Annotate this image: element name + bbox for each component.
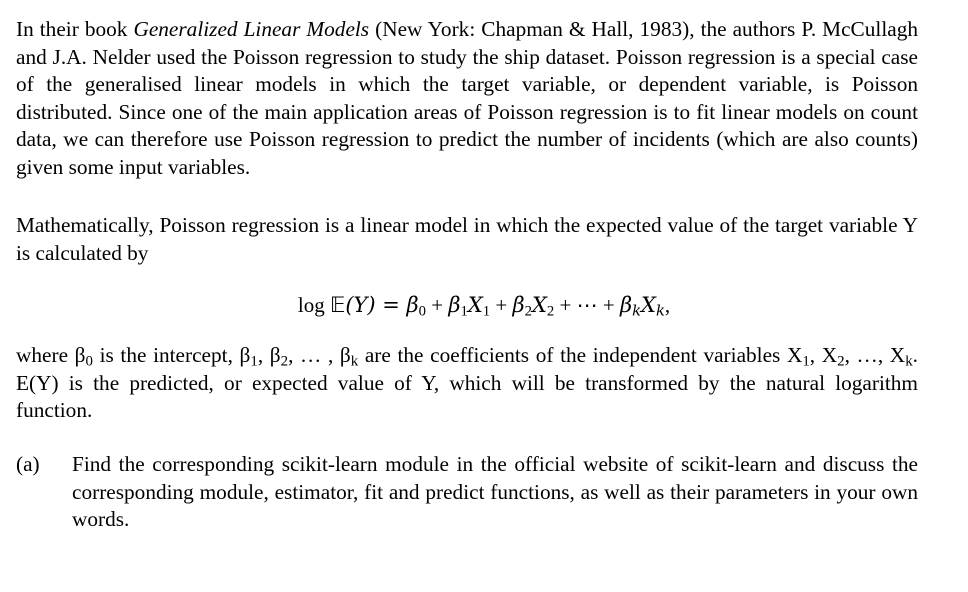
intro-paragraph	[16, 16, 918, 181]
formula-x2: X	[531, 293, 547, 317]
coef-sub: 0	[85, 353, 93, 370]
formula-x1: X	[467, 293, 483, 317]
formula-sub-1b: 1	[482, 303, 491, 320]
coef-text: is the intercept, β	[92, 343, 251, 367]
math-intro-text: Mathematically, Poisson regression is a linear model in which the expected value of the target variable Y is calculated by	[16, 213, 918, 265]
coef-text: , X	[809, 343, 838, 367]
formula-plus: +	[426, 293, 449, 317]
intro-text-start: In their book	[16, 17, 134, 41]
formula-beta0: β	[406, 293, 419, 317]
coef-sub: 1	[250, 353, 258, 370]
coefficients-paragraph	[16, 342, 918, 425]
coef-text: , …, X	[844, 343, 906, 367]
math-intro-paragraph	[16, 212, 918, 267]
formula-sub-2b: 2	[546, 303, 555, 320]
book-title: Generalized Linear Models	[133, 17, 370, 41]
coef-text: , β	[257, 343, 281, 367]
poisson-formula	[0, 290, 968, 320]
question-label: (a)	[16, 452, 40, 476]
formula-log: log	[297, 293, 330, 317]
coef-sub: k	[905, 353, 913, 370]
coef-text: where β	[16, 343, 86, 367]
coef-sub: 2	[837, 353, 845, 370]
question-text: Find the corresponding scikit-learn module in the official website of scikit-learn and discuss the corresponding module, estimator, fit and predict functions, as well as their parameters in your own words.	[72, 452, 918, 531]
formula-expectation: 𝔼	[329, 293, 346, 317]
formula-lhs: (Y) =	[345, 293, 407, 317]
coef-sub: 2	[280, 353, 289, 370]
formula-end: ,	[664, 293, 671, 317]
formula-sub-1: 1	[460, 303, 468, 320]
intro-text-rest: (New York: Chapman & Hall, 1983), the authors P. McCullagh and J.A. Nelder used the Poisson regression to study the ship dataset. Poisson regression is a special case of the generalised linear models in which the target variable, or dependent variable, is Poisson distributed. Since one of the main application areas of Poisson regression is to fit linear models on count data, we can therefore use Poisson regression to predict the number of incidents (which are also counts) given some input variables.	[16, 17, 918, 179]
formula-xk: X	[640, 293, 656, 317]
formula-betak: β	[619, 293, 633, 317]
formula-beta1: β	[448, 293, 461, 317]
coef-text: . E(Y) is the predicted, or expected value of Y, which will be transformed by the natural logarithm function.	[16, 343, 918, 422]
formula-sub-k: k	[632, 302, 641, 320]
formula-sub-2: 2	[524, 303, 532, 320]
formula-sub-kb: k	[655, 302, 665, 320]
formula-plus: +	[490, 293, 513, 317]
formula-sub-0: 0	[418, 303, 426, 320]
coef-sub: k	[350, 353, 359, 370]
coef-text: are the coefficients of the independent variables X	[358, 343, 803, 367]
question-a	[16, 451, 918, 534]
formula-beta2: β	[512, 293, 525, 317]
coef-sub: 1	[802, 353, 810, 370]
formula-dots: + ⋯ +	[554, 293, 620, 317]
coef-text: , … , β	[288, 343, 351, 367]
